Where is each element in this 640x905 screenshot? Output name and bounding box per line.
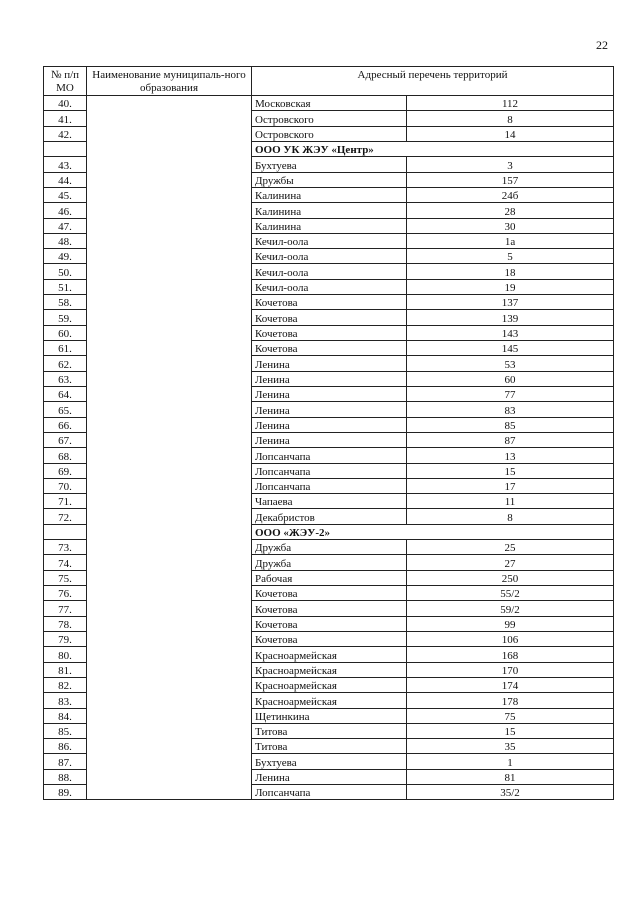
organization-name: ООО УК ЖЭУ «Центр» (252, 141, 614, 156)
house-number: 157 (407, 172, 614, 187)
street-name: Лопсанчапа (252, 785, 407, 800)
house-number: 14 (407, 126, 614, 141)
house-number: 28 (407, 203, 614, 218)
house-number: 112 (407, 96, 614, 111)
row-number: 83. (44, 693, 87, 708)
street-name: Красноармейская (252, 662, 407, 677)
row-number: 42. (44, 126, 87, 141)
row-number: 72. (44, 509, 87, 524)
row-number: 73. (44, 540, 87, 555)
municipality-cell (87, 96, 252, 800)
row-number: 43. (44, 157, 87, 172)
table-body (44, 96, 614, 800)
house-number: 35 (407, 739, 614, 754)
house-number: 15 (407, 463, 614, 478)
row-number: 70. (44, 478, 87, 493)
row-number: 69. (44, 463, 87, 478)
street-name: Кечил-оола (252, 264, 407, 279)
street-name: Лопсанчапа (252, 448, 407, 463)
house-number: 18 (407, 264, 614, 279)
street-name: Красноармейская (252, 693, 407, 708)
house-number: 75 (407, 708, 614, 723)
row-number: 84. (44, 708, 87, 723)
street-name: Кочетова (252, 616, 407, 631)
row-number: 58. (44, 295, 87, 310)
row-number: 41. (44, 111, 87, 126)
house-number: 106 (407, 631, 614, 646)
street-name: Титова (252, 723, 407, 738)
row-number (44, 524, 87, 539)
house-number: 145 (407, 341, 614, 356)
house-number: 139 (407, 310, 614, 325)
house-number: 8 (407, 509, 614, 524)
house-number: 8 (407, 111, 614, 126)
street-name: Дружба (252, 540, 407, 555)
house-number: 137 (407, 295, 614, 310)
house-number: 1 (407, 754, 614, 769)
street-name: Кочетова (252, 310, 407, 325)
street-name: Кочетова (252, 601, 407, 616)
house-number: 24б (407, 187, 614, 202)
house-number: 5 (407, 249, 614, 264)
row-number: 79. (44, 631, 87, 646)
house-number: 13 (407, 448, 614, 463)
street-name: Ленина (252, 432, 407, 447)
house-number: 174 (407, 677, 614, 692)
row-number: 74. (44, 555, 87, 570)
street-name: Кечил-оола (252, 279, 407, 294)
house-number: 25 (407, 540, 614, 555)
row-number: 66. (44, 417, 87, 432)
header-addresses: Адресный перечень территорий (252, 67, 614, 96)
street-name: Ленина (252, 417, 407, 432)
row-number: 87. (44, 754, 87, 769)
street-name: Титова (252, 739, 407, 754)
house-number: 170 (407, 662, 614, 677)
row-number: 89. (44, 785, 87, 800)
row-number: 61. (44, 341, 87, 356)
house-number: 59/2 (407, 601, 614, 616)
house-number: 85 (407, 417, 614, 432)
house-number: 83 (407, 402, 614, 417)
row-number: 75. (44, 570, 87, 585)
street-name: Ленина (252, 769, 407, 784)
house-number: 55/2 (407, 586, 614, 601)
house-number: 250 (407, 570, 614, 585)
street-name: Кочетова (252, 341, 407, 356)
house-number: 77 (407, 386, 614, 401)
street-name: Кочетова (252, 325, 407, 340)
street-name: Бухтуева (252, 754, 407, 769)
header-number: № п/п МО (44, 67, 87, 96)
row-number: 45. (44, 187, 87, 202)
street-name: Калинина (252, 218, 407, 233)
row-number: 71. (44, 494, 87, 509)
header-municipality: Наименование муниципаль-ного образования (87, 67, 252, 96)
street-name: Ленина (252, 386, 407, 401)
street-name: Кочетова (252, 295, 407, 310)
street-name: Калинина (252, 203, 407, 218)
street-name: Ленина (252, 402, 407, 417)
row-number: 76. (44, 586, 87, 601)
street-name: Островского (252, 111, 407, 126)
house-number: 60 (407, 371, 614, 386)
street-name: Кечил-оола (252, 249, 407, 264)
house-number: 87 (407, 432, 614, 447)
page-number: 22 (596, 38, 608, 52)
house-number: 15 (407, 723, 614, 738)
row-number: 46. (44, 203, 87, 218)
row-number: 77. (44, 601, 87, 616)
row-number: 64. (44, 386, 87, 401)
street-name: Декабристов (252, 509, 407, 524)
house-number: 27 (407, 555, 614, 570)
row-number: 51. (44, 279, 87, 294)
row-number: 60. (44, 325, 87, 340)
house-number: 99 (407, 616, 614, 631)
address-table (43, 66, 614, 800)
street-name: Московская (252, 96, 407, 111)
house-number: 178 (407, 693, 614, 708)
house-number: 30 (407, 218, 614, 233)
row-number (44, 141, 87, 156)
row-number: 47. (44, 218, 87, 233)
row-number: 81. (44, 662, 87, 677)
house-number: 53 (407, 356, 614, 371)
street-name: Кочетова (252, 631, 407, 646)
row-number: 62. (44, 356, 87, 371)
house-number: 35/2 (407, 785, 614, 800)
row-number: 65. (44, 402, 87, 417)
row-number: 49. (44, 249, 87, 264)
row-number: 50. (44, 264, 87, 279)
street-name: Дружбы (252, 172, 407, 187)
street-name: Рабочая (252, 570, 407, 585)
house-number: 168 (407, 647, 614, 662)
street-name: Бухтуева (252, 157, 407, 172)
row-number: 85. (44, 723, 87, 738)
row-number: 59. (44, 310, 87, 325)
street-name: Калинина (252, 187, 407, 202)
street-name: Ленина (252, 356, 407, 371)
organization-name: ООО «ЖЭУ-2» (252, 524, 614, 539)
house-number: 143 (407, 325, 614, 340)
row-number: 80. (44, 647, 87, 662)
table-row (44, 96, 614, 111)
street-name: Лопсанчапа (252, 463, 407, 478)
street-name: Островского (252, 126, 407, 141)
street-name: Кечил-оола (252, 233, 407, 248)
street-name: Дружба (252, 555, 407, 570)
house-number: 19 (407, 279, 614, 294)
street-name: Красноармейская (252, 677, 407, 692)
row-number: 67. (44, 432, 87, 447)
row-number: 88. (44, 769, 87, 784)
table-header (44, 67, 614, 96)
row-number: 40. (44, 96, 87, 111)
row-number: 44. (44, 172, 87, 187)
street-name: Красноармейская (252, 647, 407, 662)
street-name: Кочетова (252, 586, 407, 601)
house-number: 11 (407, 494, 614, 509)
house-number: 1а (407, 233, 614, 248)
row-number: 63. (44, 371, 87, 386)
row-number: 68. (44, 448, 87, 463)
row-number: 78. (44, 616, 87, 631)
street-name: Ленина (252, 371, 407, 386)
house-number: 17 (407, 478, 614, 493)
row-number: 86. (44, 739, 87, 754)
row-number: 82. (44, 677, 87, 692)
house-number: 3 (407, 157, 614, 172)
street-name: Лопсанчапа (252, 478, 407, 493)
house-number: 81 (407, 769, 614, 784)
street-name: Щетинкина (252, 708, 407, 723)
row-number: 48. (44, 233, 87, 248)
street-name: Чапаева (252, 494, 407, 509)
